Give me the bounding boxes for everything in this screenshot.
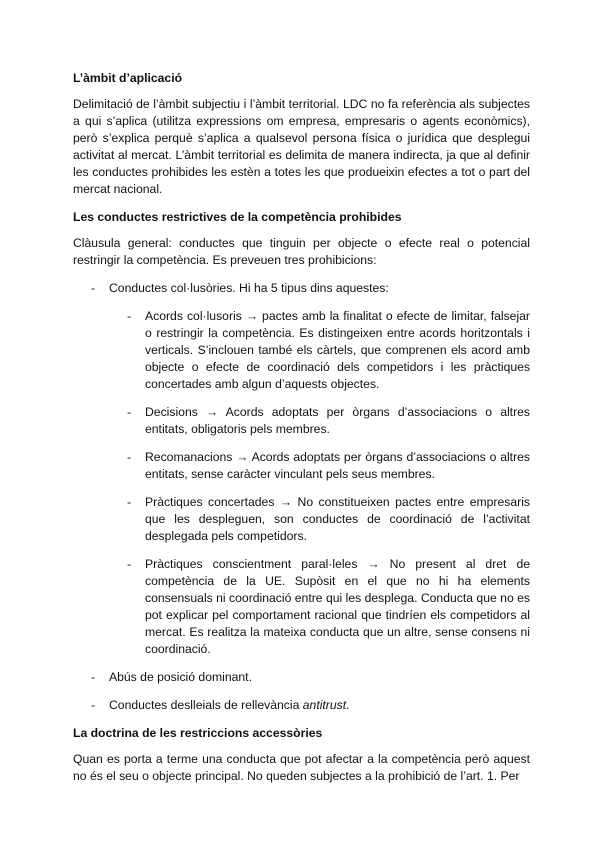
list-item-conductes-collusories (73, 280, 530, 658)
list-item-conductes-deslleials (73, 697, 530, 714)
sublist-item-text: Recomanacions → Acords adoptats per òrgans d’associacions o altres entitats, sense caràcter vinculant pels seus membres. (145, 450, 530, 481)
sublist-item-text: Pràctiques concertades → No constitueixen pactes entre empresaris que les despleguen, son conductes de coordinació de l’activitat desplegada pels competidors. (145, 495, 530, 543)
list-item-label: Abús de posició dominant. (109, 670, 252, 684)
list-dash: - (127, 450, 132, 464)
paragraph-ambit-aplicacio: Delimitació de l’àmbit subjectiu i l’àmbit territorial. LDC no fa referència als subjectes a qui s’aplica (utilitza expressions om empresa, empresaris o agents econòmics), però s’explica perquè s’aplica a qualsevol persona física o jurídica que desplegui activitat al mercat. L’àmbit territorial es delimita de manera indirecta, ja que al definir les conductes prohibides les estèn a totes les que produeixin efectes a tot o part del mercat nacional. (73, 97, 530, 196)
sublist-item-text: Acords col·lusoris → pactes amb la finalitat o efecte de limitar, falsejar o restringir la competència. Es distingeixen entre acords horitzontals i verticals. S’inclouen també els càrtels, que comprenen els acord amb objecte o efecte de coordinació dels competidors i les pràctiques concertades amb algun d’aquests objectes. (145, 309, 530, 391)
list-dash: - (91, 281, 96, 295)
list-item-label-prefix: Conductes deslleials de rellevància (109, 698, 303, 712)
sublist-wrapper (73, 308, 530, 658)
paragraph-restriccions-accessories: Quan es porta a terme una conducta que pot afectar a la competència però aquest no és el seu o objecte principal. No queden subjectes a la prohibició de l’art. 1. Per (73, 752, 530, 783)
sublist-item-text: Pràctiques conscientment paral·leles → No present al dret de competència de la UE. Supòsit en el que no hi ha elements consensuals ni coordinació entre qui les desplega. Conducta que no es pot explicar pel comportament racional que tindríen els competidors al mercat. Es realitza la mateixa conducta que un altre, sense consens ni coordinació. (145, 557, 530, 656)
heading-conductes-prohibides: Les conductes restrictives de la competència prohibides (73, 210, 402, 224)
list-item-label-emphasis: antitrust (302, 698, 347, 712)
sublist-item-decisions (109, 404, 530, 438)
list-dash: - (91, 698, 96, 712)
heading-restriccions-accessories: La doctrina de les restriccions accessòries (73, 726, 323, 740)
sublist-item-acords-collusoris (109, 308, 530, 393)
list-dash: - (127, 495, 132, 509)
sublist-item-recomanacions (109, 449, 530, 483)
sublist-item-practiques-paralleles (109, 556, 530, 658)
prohibitions-list (73, 280, 530, 714)
list-item-abus-posicio (73, 669, 530, 686)
collusive-types-list (109, 308, 530, 658)
document-page (73, 70, 530, 796)
list-dash: - (91, 670, 96, 684)
list-dash: - (127, 557, 132, 571)
list-dash: - (127, 309, 132, 323)
sublist-item-practiques-concertades (109, 494, 530, 545)
list-item-label-suffix: . (346, 698, 350, 712)
list-item-label: Conductes col·lusòries. Hi ha 5 tipus dins aquestes: (109, 281, 389, 295)
sublist-item-text: Decisions → Acords adoptats per òrgans d’associacions o altres entitats, obligatoris pels membres. (145, 405, 530, 436)
list-dash: - (127, 405, 132, 419)
heading-ambit-aplicacio: L’àmbit d’aplicació (73, 71, 183, 85)
paragraph-clausula-general: Clàusula general: conductes que tinguin per objecte o efecte real o potencial restringir la competència. Es preveuen tres prohibicions: (73, 236, 530, 267)
